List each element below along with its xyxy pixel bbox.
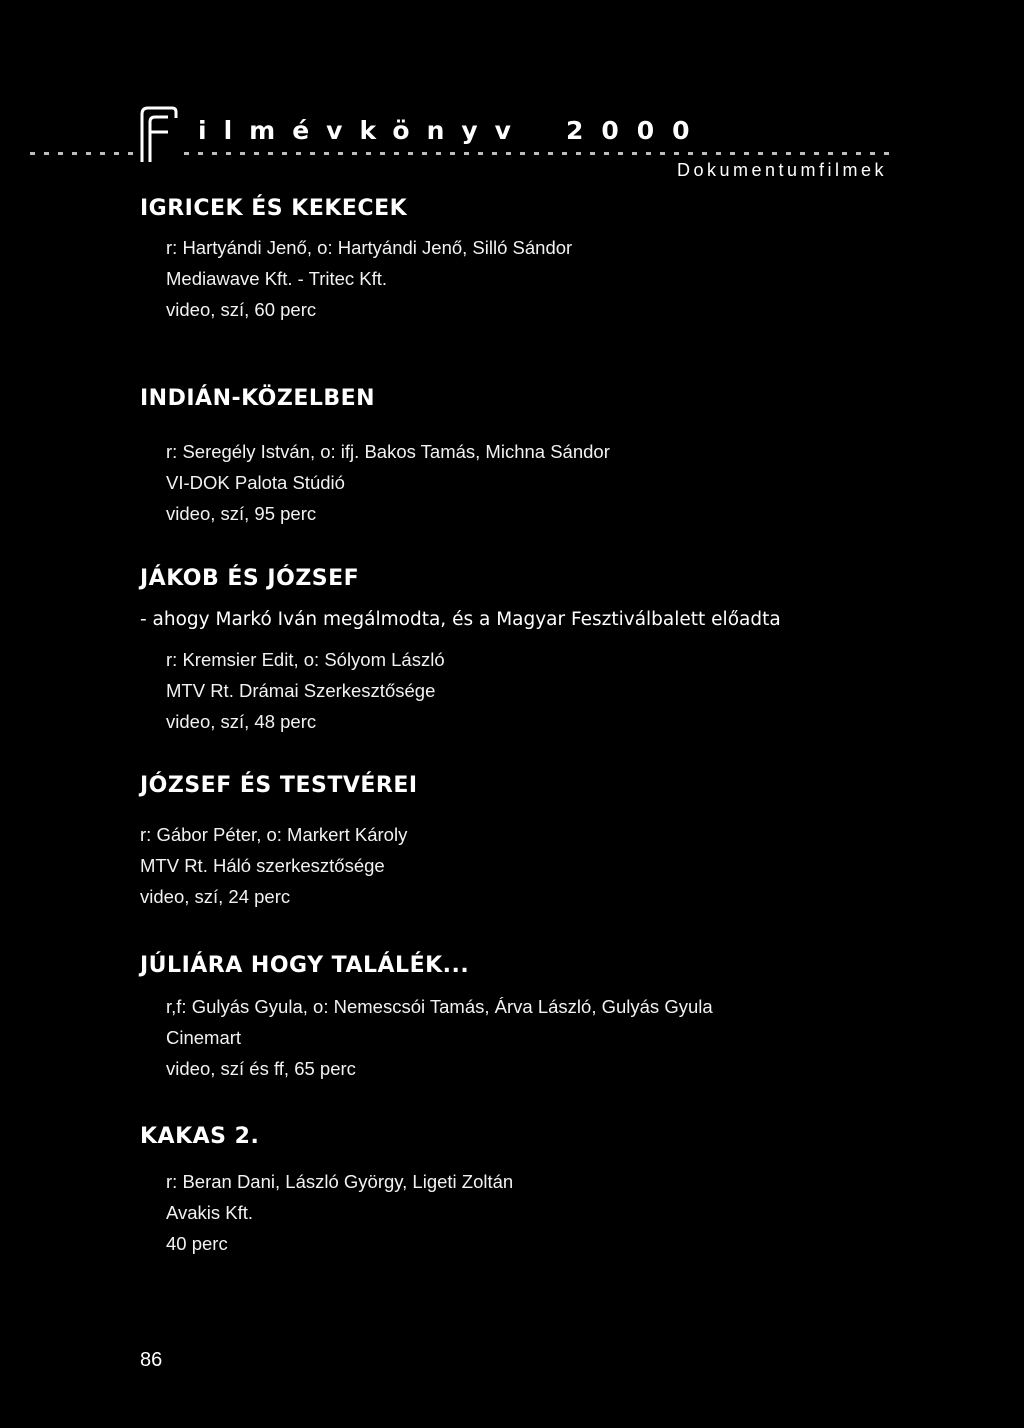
credits-line: r: Gábor Péter, o: Markert Károly (140, 824, 408, 845)
yearbook-year: 2000 (566, 116, 708, 145)
credits-line: r: Kremsier Edit, o: Sólyom László (166, 649, 445, 670)
film-title: JÚLIÁRA HOGY TALÁLÉK... (140, 953, 470, 978)
f-logo-icon (138, 104, 178, 162)
film-title: IGRICEK ÉS KEKECEK (140, 196, 408, 221)
producer-line: MTV Rt. Drámai Szerkesztősége (166, 680, 436, 701)
producer-line: Avakis Kft. (166, 1202, 254, 1223)
format-line: video, szí, 95 perc (166, 503, 317, 524)
film-title: KAKAS 2. (140, 1124, 260, 1149)
credits-line: r: Seregély István, o: ifj. Bakos Tamás, Michna Sándor (166, 441, 610, 462)
page-header (0, 100, 1024, 190)
film-title: JÁKOB ÉS JÓZSEF (140, 566, 360, 591)
format-line: video, szí, 48 perc (166, 711, 317, 732)
credits-line: r,f: Gulyás Gyula, o: Nemescsói Tamás, Árva László, Gulyás Gyula (166, 996, 713, 1017)
producer-line: Cinemart (166, 1027, 242, 1048)
producer-line: VI-DOK Palota Stúdió (166, 472, 345, 493)
producer-line: MTV Rt. Háló szerkesztősége (140, 855, 385, 876)
format-line: video, szí, 60 perc (166, 299, 317, 320)
format-line: video, szí, 24 perc (140, 886, 291, 907)
format-line: 40 perc (166, 1233, 228, 1254)
film-title: JÓZSEF ÉS TESTVÉREI (140, 773, 418, 798)
credits-line: r: Beran Dani, László György, Ligeti Zoltán (166, 1171, 514, 1192)
page-number: 86 (140, 1349, 163, 1371)
film-subtitle: - ahogy Markó Iván megálmodta, és a Magyar Fesztiválbalett előadta (140, 609, 781, 630)
section-name: Dokumentumfilmek (676, 160, 887, 180)
film-title: INDIÁN-KÖZELBEN (140, 386, 376, 411)
credits-line: r: Hartyándi Jenő, o: Hartyándi Jenő, Silló Sándor (166, 237, 573, 258)
format-line: video, szí és ff, 65 perc (166, 1058, 356, 1079)
yearbook-title: ilmévkönyv (198, 116, 528, 145)
producer-line: Mediawave Kft. - Tritec Kft. (166, 268, 388, 289)
